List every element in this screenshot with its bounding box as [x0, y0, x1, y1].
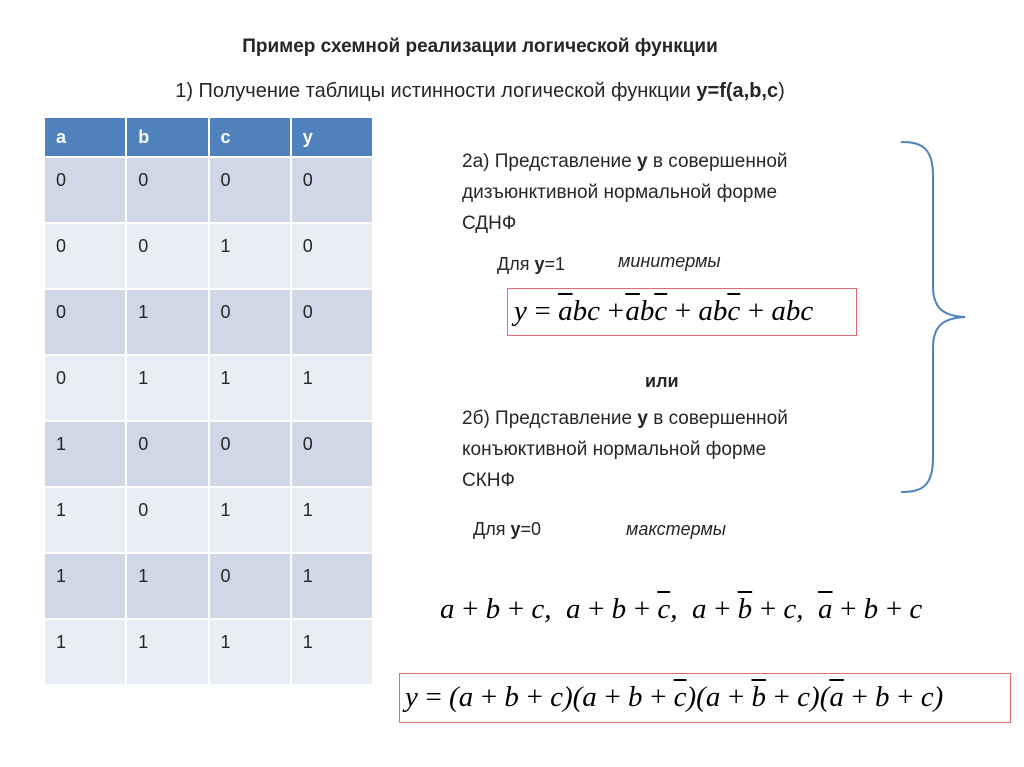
table-row — [44, 421, 373, 487]
page-title: Пример схемной реализации логической функции — [242, 36, 718, 57]
table-row — [44, 355, 373, 421]
sknf-formula: $y = (a + b + c)(a + b + \overline{c})(a + \overline{b} + c)(\overline{a} + b + c)$ — [405, 681, 944, 713]
table-row — [44, 157, 373, 223]
table-cell: 0 — [291, 421, 373, 487]
table-row — [44, 289, 373, 355]
table-cell: 1 — [209, 223, 291, 289]
table-cell: 1 — [126, 553, 208, 619]
or-label: или — [645, 371, 679, 391]
sknf-description — [462, 403, 788, 496]
table-cell: 1 — [291, 487, 373, 553]
column-header-a: a — [44, 117, 126, 157]
column-header-b: b — [126, 117, 208, 157]
table-header-row — [44, 117, 373, 157]
table-cell: 0 — [209, 289, 291, 355]
sknf-line-1: 2б) Представление y в совершенной — [462, 408, 788, 429]
table-cell: 1 — [126, 619, 208, 685]
sknf-condition: Для y=0 — [473, 519, 541, 539]
sknf-line-2: конъюктивной нормальной форме — [462, 439, 767, 460]
sdnf-description — [462, 146, 788, 239]
table-row — [44, 553, 373, 619]
sdnf-line-2: дизъюнктивной нормальной форме — [462, 182, 778, 203]
table-cell: 0 — [126, 421, 208, 487]
table-cell: 0 — [291, 157, 373, 223]
table-cell: 0 — [44, 355, 126, 421]
maxterms-list: a + b + c, $a + b + \overline{c}$, $a + \overline{b} + c$, $\overline{a} + b + c$ — [440, 593, 923, 625]
column-header-y: y — [291, 117, 373, 157]
sknf-line-3: СКНФ — [462, 470, 515, 491]
table-cell: 1 — [44, 553, 126, 619]
table-cell: 0 — [44, 157, 126, 223]
table-cell: 1 — [291, 355, 373, 421]
table-cell: 1 — [209, 355, 291, 421]
sdnf-condition: Для y=1 — [497, 254, 565, 274]
truth-table — [43, 116, 374, 686]
table-cell: 0 — [291, 289, 373, 355]
table-cell: 0 — [44, 289, 126, 355]
table-cell: 0 — [209, 553, 291, 619]
table-cell: 1 — [126, 355, 208, 421]
table-cell: 1 — [44, 619, 126, 685]
page-subtitle: 1) Получение таблицы истинности логической функции y=f(a,b,c) — [175, 80, 785, 102]
column-header-c: c — [209, 117, 291, 157]
maxterms-label: макстермы — [626, 519, 727, 539]
table-cell: 1 — [209, 487, 291, 553]
table-row — [44, 487, 373, 553]
table-cell: 0 — [126, 157, 208, 223]
table-cell: 0 — [209, 421, 291, 487]
sdnf-formula: $y = \overline{a}bc +\overline{a}b\overline{c} + ab\overline{c}$ + abc — [514, 295, 814, 327]
table-row — [44, 619, 373, 685]
table-cell: 1 — [291, 553, 373, 619]
minterms-label: минитермы — [618, 251, 721, 271]
sdnf-line-1: 2а) Представление y в совершенной — [462, 151, 788, 172]
table-cell: 1 — [209, 619, 291, 685]
table-cell: 1 — [291, 619, 373, 685]
sdnf-line-3: СДНФ — [462, 213, 517, 234]
table-cell: 1 — [44, 421, 126, 487]
brace-icon — [895, 136, 975, 496]
table-cell: 0 — [126, 223, 208, 289]
table-cell: 0 — [126, 487, 208, 553]
table-cell: 1 — [44, 487, 126, 553]
table-cell: 0 — [209, 157, 291, 223]
table-cell: 0 — [291, 223, 373, 289]
table-row — [44, 223, 373, 289]
table-cell: 0 — [44, 223, 126, 289]
table-cell: 1 — [126, 289, 208, 355]
